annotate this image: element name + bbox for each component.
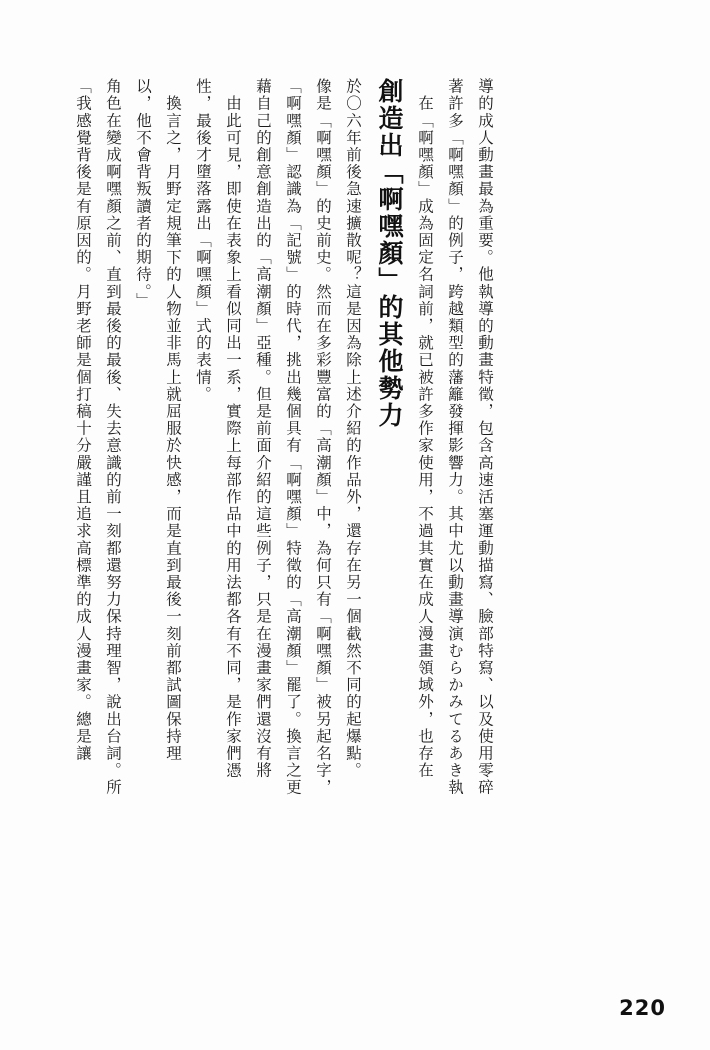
text-column: 以，他不會背叛讀者的期待。」 bbox=[134, 78, 152, 310]
text-column: 「我感覺背後是有原因的。月野老師是個打稿十分嚴謹且追求高標準的成人漫畫家。總是讓 bbox=[74, 78, 92, 762]
page-body bbox=[60, 78, 664, 930]
text-column: 導的成人動畫最為重要。他執導的動畫特徵，包含高速活塞運動描寫、臉部特寫、以及使用零碎 bbox=[476, 78, 494, 797]
text-column: 藉自己的創意創造出的「高潮顏」亞種。但是前面介紹的這些例子，只是在漫畫家們還沒有將 bbox=[254, 78, 272, 780]
text-column: 像是「啊嘿顏」的史前史。然而在多彩豐富的「高潮顏」中，為何只有「啊嘿顏」被另起名字， bbox=[314, 78, 332, 797]
text-column: 著許多「啊嘿顏」的例子，跨越類型的藩籬發揮影響力。其中尤以動畫導演むらかみてるあき執 bbox=[446, 78, 464, 797]
text-column: 角色在變成啊嘿顏之前、直到最後的最後、失去意識的前一刻都還努力保持理智，說出台詞。所 bbox=[104, 78, 122, 797]
text-column: 性，最後才墮落露出「啊嘿顏」式的表情。 bbox=[194, 78, 212, 403]
section-heading: 創造出「啊嘿顏」的其他勢力 bbox=[375, 78, 404, 429]
text-column: 換言之，月野定規筆下的人物並非馬上就屈服於快感，而是直到最後一刻前都試圖保持理 bbox=[164, 78, 182, 762]
text-column: 於〇六年前後急速擴散呢？這是因為除上述介紹的作品外，還存在另一個截然不同的起爆點。 bbox=[344, 78, 362, 780]
page-number: 220 bbox=[619, 996, 666, 1020]
text-column: 「啊嘿顏」認識為「記號」的時代，挑出幾個具有「啊嘿顏」特徵的「高潮顏」罷了。換言之更 bbox=[284, 78, 302, 797]
text-column: 在「啊嘿顏」成為固定名詞前，就已被許多作家使用，不過其實在成人漫畫領域外，也存在 bbox=[416, 78, 434, 780]
text-column: 由此可見，即使在表象上看似同出一系，實際上每部作品中的用法都各有不同，是作家們憑 bbox=[224, 78, 242, 780]
